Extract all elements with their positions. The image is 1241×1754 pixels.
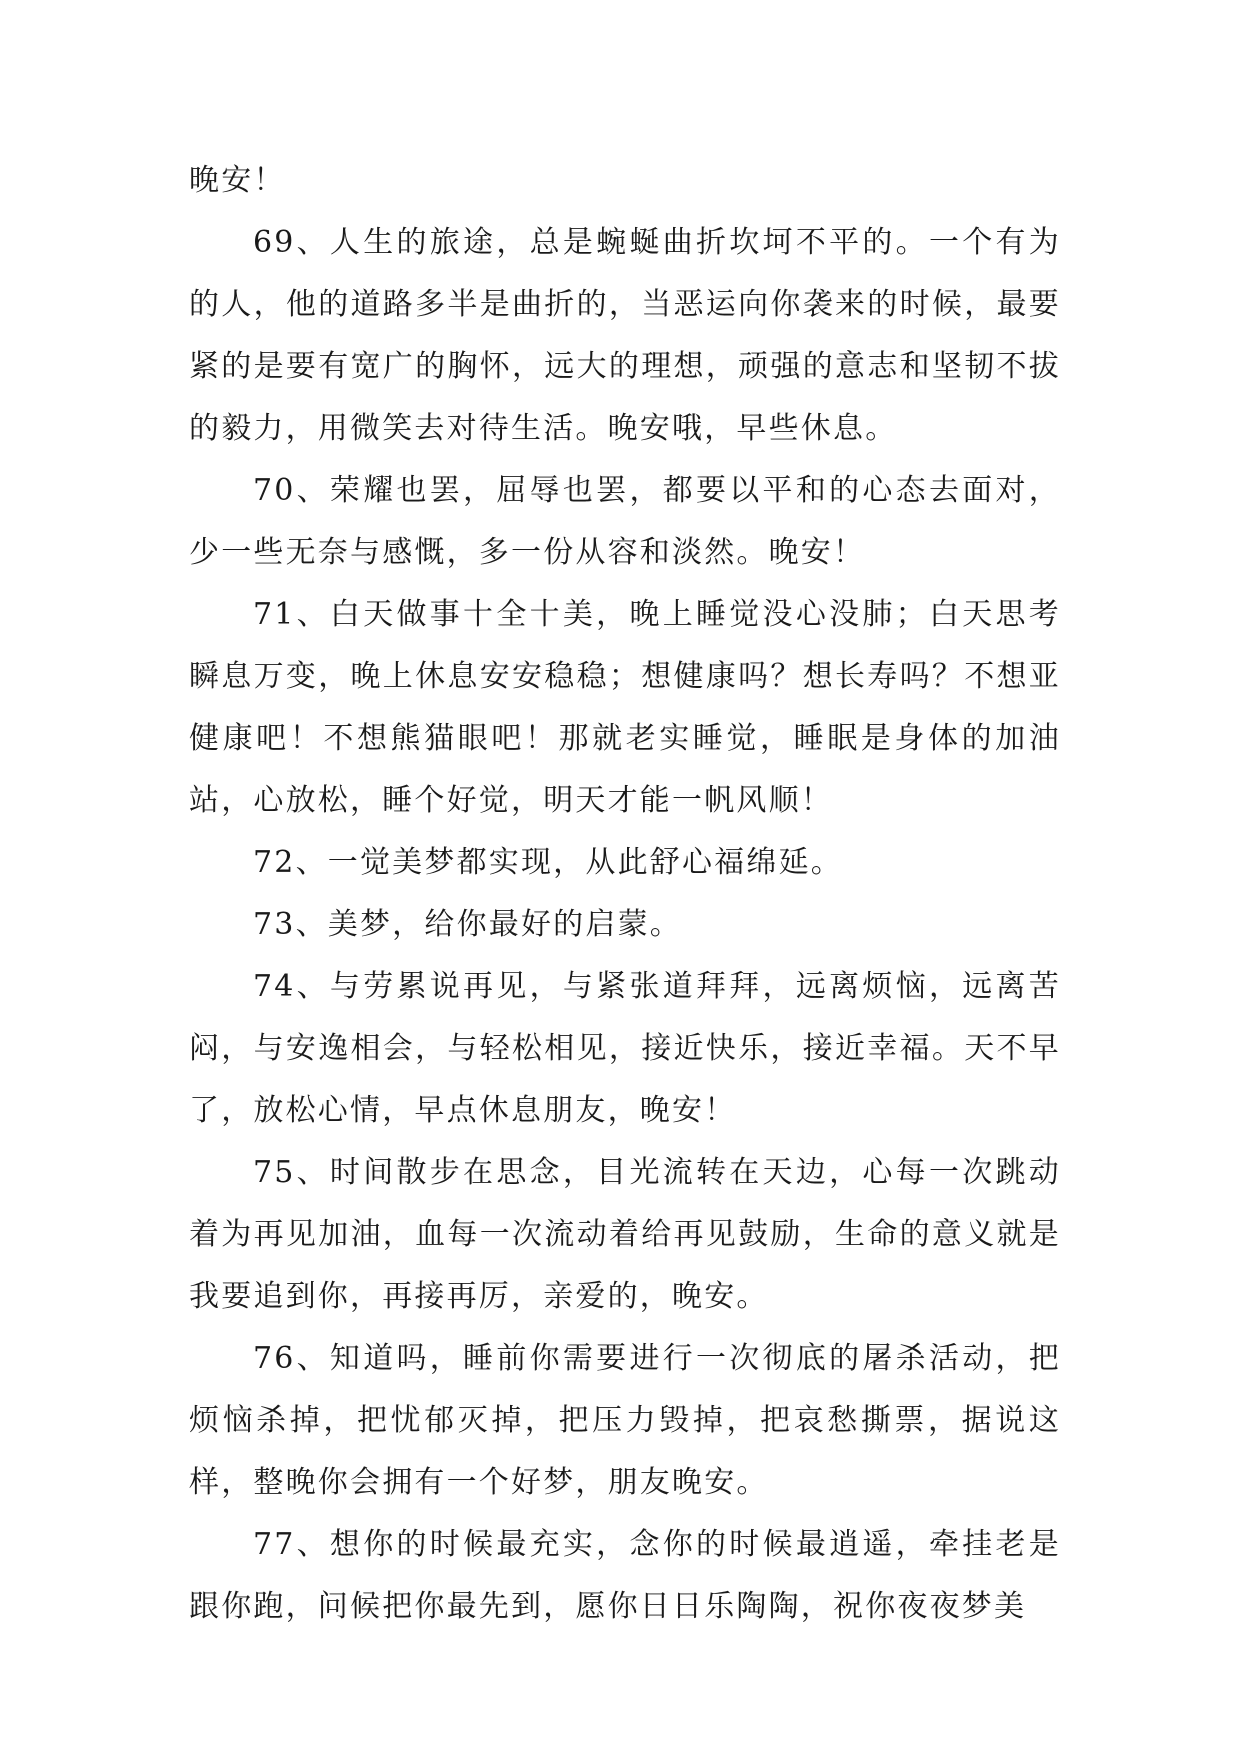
paragraph-69: 69、人生的旅途，总是蜿蜒曲折坎坷不平的。一个有为的人，他的道路多半是曲折的，当恶运向你袭来的时候，最要紧的是要有宽广的胸怀，远大的理想，顽强的意志和坚韧不拔的毅力，用微笑去对待生活。晚安哦，早些休息。 bbox=[189, 225, 1061, 446]
paragraph-72: 72、一觉美梦都实现，从此舒心福绵延。 bbox=[253, 845, 843, 880]
paragraph-76: 76、知道吗，睡前你需要进行一次彻底的屠杀活动，把烦恼杀掉，把忧郁灭掉，把压力毁掉，把哀愁撕票，据说这样，整晚你会拥有一个好梦，朋友晚安。 bbox=[189, 1341, 1061, 1500]
paragraph-73: 73、美梦，给你最好的启蒙。 bbox=[253, 907, 682, 942]
document-page bbox=[189, 150, 1061, 1638]
paragraph-70: 70、荣耀也罢，屈辱也罢，都要以平和的心态去面对，少一些无奈与感慨，多一份从容和淡然。晚安！ bbox=[189, 473, 1061, 570]
paragraph-74: 74、与劳累说再见，与紧张道拜拜，远离烦恼，远离苦闷，与安逸相会，与轻松相见，接近快乐，接近幸福。天不早了，放松心情，早点休息朋友，晚安！ bbox=[189, 969, 1061, 1128]
paragraph-77: 77、想你的时候最充实，念你的时候最逍遥，牵挂老是跟你跑，问候把你最先到，愿你日日乐陶陶，祝你夜夜梦美 bbox=[189, 1527, 1061, 1624]
paragraph-closing: 晚安！ bbox=[189, 163, 286, 198]
paragraph-71: 71、白天做事十全十美，晚上睡觉没心没肺；白天思考瞬息万变，晚上休息安安稳稳；想健康吗？想长寿吗？不想亚健康吧！不想熊猫眼吧！那就老实睡觉，睡眠是身体的加油站，心放松，睡个好觉，明天才能一帆风顺！ bbox=[189, 597, 1061, 818]
paragraph-75: 75、时间散步在思念，目光流转在天边，心每一次跳动着为再见加油，血每一次流动着给再见鼓励，生命的意义就是我要追到你，再接再厉，亲爱的，晚安。 bbox=[189, 1155, 1061, 1314]
